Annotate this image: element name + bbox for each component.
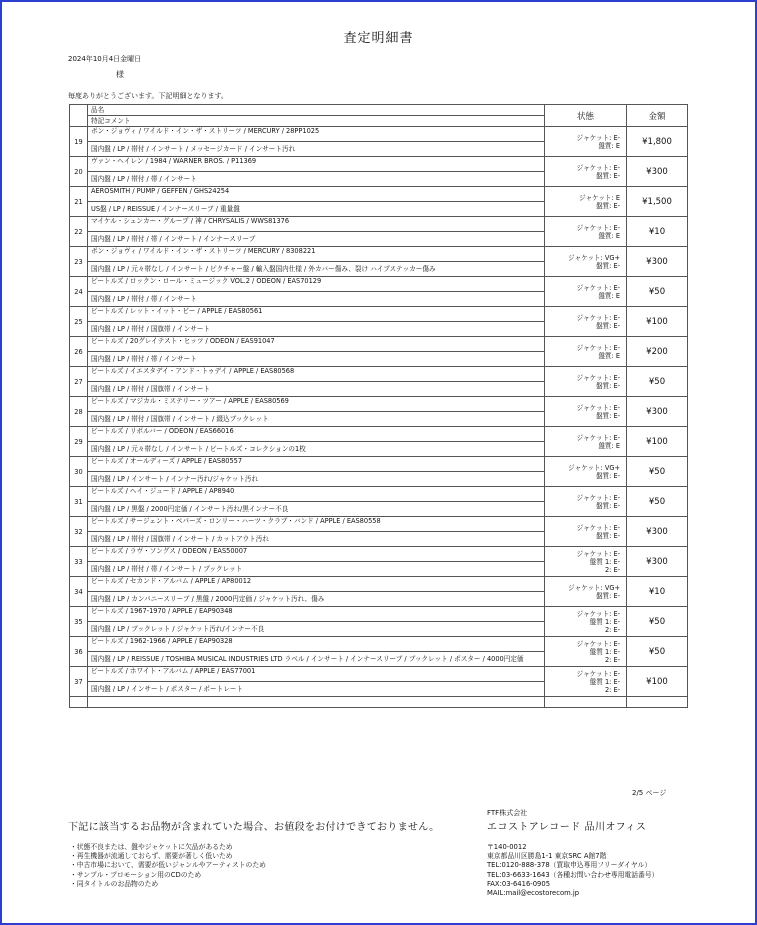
item-comment: 国内盤 / LP / 黒盤 / 2000円定価 / インサート汚れ/黒インナー不良 bbox=[88, 502, 545, 517]
item-price: ¥200 bbox=[627, 337, 688, 367]
row-number: 20 bbox=[70, 157, 88, 187]
item-comment: US盤 / LP / REISSUE / インナースリーブ / 重量盤 bbox=[88, 202, 545, 217]
email-address: MAIL:mail@ecostorecom.jp bbox=[487, 889, 580, 898]
item-name: ビートルズ / サージェント・ペパーズ・ロンリー・ハーツ・クラブ・バンド / APPLE / EAS80558 bbox=[88, 517, 545, 532]
item-price: ¥300 bbox=[627, 157, 688, 187]
item-condition: ジャケット: E- 盤質: E- bbox=[545, 487, 627, 517]
document-date: 2024年10月4日金曜日 bbox=[68, 55, 142, 63]
header-comment: 特記コメント bbox=[88, 116, 545, 127]
table-row bbox=[70, 337, 688, 352]
header-condition: 状態 bbox=[545, 105, 627, 127]
item-comment: 国内盤 / LP / カンパニースリーブ / 黒盤 / 2000円定価 / ジャケット汚れ、傷み bbox=[88, 592, 545, 607]
row-number: 37 bbox=[70, 667, 88, 697]
row-number: 24 bbox=[70, 277, 88, 307]
table-row bbox=[70, 517, 688, 532]
item-comment: 国内盤 / LP / 帯付 / 国旗帯 / インサート / カットアウト汚れ bbox=[88, 532, 545, 547]
page-indicator: 2/5 ページ bbox=[632, 789, 667, 797]
table-row bbox=[70, 187, 688, 202]
office-name: エコストアレコード 品川オフィス bbox=[487, 822, 647, 833]
reasons-list bbox=[70, 843, 266, 889]
item-price: ¥100 bbox=[627, 427, 688, 457]
company-address bbox=[487, 843, 658, 898]
row-number: 36 bbox=[70, 637, 88, 667]
item-name: ビートルズ / イエスタデイ・アンド・トゥデイ / APPLE / EAS80568 bbox=[88, 367, 545, 382]
fax-number: FAX:03-6416-0905 bbox=[487, 879, 551, 888]
item-condition: ジャケット: E- 盤質: E bbox=[545, 217, 627, 247]
item-condition: ジャケット: E- 盤質: E- bbox=[545, 307, 627, 337]
document-title: 査定明細書 bbox=[343, 31, 414, 46]
item-name: マイケル・シェンカー・グループ / 神 / CHRYSALIS / WWS81376 bbox=[88, 217, 545, 232]
item-condition: ジャケット: E- 盤質 1: E- 2: E- bbox=[545, 667, 627, 697]
empty-row bbox=[70, 697, 688, 708]
item-price: ¥50 bbox=[627, 457, 688, 487]
item-name: ビートルズ / ロックン・ロール・ミュージック VOL.2 / ODEON / EAS70129 bbox=[88, 277, 545, 292]
customer-honorific: 様 bbox=[116, 70, 124, 79]
item-price: ¥50 bbox=[627, 637, 688, 667]
street-address: 東京都品川区勝島1-1 東京SRC A館7階 bbox=[487, 852, 607, 861]
item-condition: ジャケット: E- 盤質: E bbox=[545, 427, 627, 457]
item-name: ビートルズ / セカンド・アルバム / APPLE / AP80012 bbox=[88, 577, 545, 592]
item-comment: 国内盤 / LP / 元々帯なし / インサート / ピクチャー盤 / 輸入盤国内仕様 / 外カバー傷み、裂け ハイプステッカー傷み bbox=[88, 262, 545, 277]
postal-code: 〒140-0012 bbox=[487, 843, 527, 851]
item-name: ボン・ジョヴィ / ワイルド・イン・ザ・ストリーツ / MERCURY / 8308221 bbox=[88, 247, 545, 262]
table-row bbox=[70, 547, 688, 562]
item-price: ¥300 bbox=[627, 517, 688, 547]
table-row bbox=[70, 487, 688, 502]
item-comment: 国内盤 / LP / 帯付 / 国旗帯 / インサート / 綴込ブックレット bbox=[88, 412, 545, 427]
table-row bbox=[70, 667, 688, 682]
item-price: ¥1,500 bbox=[627, 187, 688, 217]
row-number: 27 bbox=[70, 367, 88, 397]
item-comment: 国内盤 / LP / インサート / ポスター / ポートレート bbox=[88, 682, 545, 697]
item-comment: 国内盤 / LP / インサート / インナー汚れ/ジャケット汚れ bbox=[88, 472, 545, 487]
table-row bbox=[70, 607, 688, 622]
item-condition: ジャケット: E- 盤質: E- bbox=[545, 397, 627, 427]
item-condition: ジャケット: E- 盤質: E bbox=[545, 127, 627, 157]
reason-item: ・同タイトルのお品物のため bbox=[70, 879, 159, 888]
reason-item: ・状態不良または、盤やジャケットに欠品があるため bbox=[70, 843, 233, 851]
notice-text: 下記に該当するお品物が含まれていた場合、お値段をお付けできておりません。 bbox=[68, 822, 440, 833]
item-condition: ジャケット: E- 盤質 1: E- 2: E- bbox=[545, 637, 627, 667]
table-body bbox=[70, 127, 688, 697]
row-number: 29 bbox=[70, 427, 88, 457]
item-condition: ジャケット: VG+ 盤質: E- bbox=[545, 577, 627, 607]
item-condition: ジャケット: E- 盤質: E- bbox=[545, 367, 627, 397]
item-price: ¥300 bbox=[627, 547, 688, 577]
item-name: ボン・ジョヴィ / ワイルド・イン・ザ・ストリーツ / MERCURY / 28PP1025 bbox=[88, 127, 545, 142]
item-name: ビートルズ / オールディーズ / APPLE / EAS80557 bbox=[88, 457, 545, 472]
item-price: ¥300 bbox=[627, 397, 688, 427]
item-name: ビートルズ / マジカル・ミステリー・ツアー / APPLE / EAS80569 bbox=[88, 397, 545, 412]
table-row bbox=[70, 397, 688, 412]
row-number: 28 bbox=[70, 397, 88, 427]
item-price: ¥100 bbox=[627, 307, 688, 337]
item-name: ビートルズ / ヘイ・ジュード / APPLE / AP8940 bbox=[88, 487, 545, 502]
table-header-row bbox=[70, 105, 688, 116]
item-name: ビートルズ / ラヴ・ソングス / ODEON / EAS50007 bbox=[88, 547, 545, 562]
row-number: 26 bbox=[70, 337, 88, 367]
item-comment: 国内盤 / LP / 帯付 / 国旗帯 / インサート bbox=[88, 322, 545, 337]
row-number: 35 bbox=[70, 607, 88, 637]
item-name: ビートルズ / 20グレイテスト・ヒッツ / ODEON / EAS91047 bbox=[88, 337, 545, 352]
item-comment: 国内盤 / LP / 元々帯なし / インサート / ビートルズ・コレクションの1枚 bbox=[88, 442, 545, 457]
item-name: ビートルズ / レット・イット・ビー / APPLE / EAS80561 bbox=[88, 307, 545, 322]
table-row bbox=[70, 457, 688, 472]
row-number: 32 bbox=[70, 517, 88, 547]
row-number: 22 bbox=[70, 217, 88, 247]
company-name: FTF株式会社 bbox=[487, 809, 528, 817]
item-condition: ジャケット: E- 盤質 1: E- 2: E- bbox=[545, 607, 627, 637]
item-condition: ジャケット: VG+ 盤質: E- bbox=[545, 457, 627, 487]
item-price: ¥50 bbox=[627, 367, 688, 397]
item-price: ¥1,800 bbox=[627, 127, 688, 157]
item-price: ¥10 bbox=[627, 217, 688, 247]
item-comment: 国内盤 / LP / 帯付 / 帯 / インサート bbox=[88, 352, 545, 367]
item-name: ビートルズ / 1962-1966 / APPLE / EAP90328 bbox=[88, 637, 545, 652]
item-comment: 国内盤 / LP / 帯付 / 帯 / インサート / インナースリーブ bbox=[88, 232, 545, 247]
item-comment: 国内盤 / LP / 帯付 / インサート / メッセージカード / インサート汚れ bbox=[88, 142, 545, 157]
reason-item: ・サンプル・プロモーション用のCDのため bbox=[70, 870, 202, 879]
item-price: ¥10 bbox=[627, 577, 688, 607]
table-row bbox=[70, 277, 688, 292]
item-condition: ジャケット: E- 盤質 1: E- 2: E- bbox=[545, 547, 627, 577]
item-condition: ジャケット: VG+ 盤質: E- bbox=[545, 247, 627, 277]
greeting-text: 毎度ありがとうございます。下記明細となります。 bbox=[68, 92, 228, 100]
row-number: 25 bbox=[70, 307, 88, 337]
table-row bbox=[70, 217, 688, 232]
phone-freedial: TEL:0120-888-378（買取申込専用フリーダイヤル） bbox=[487, 861, 652, 870]
table-row bbox=[70, 127, 688, 142]
phone-inquiry: TEL:03-6633-1643（各種お問い合わせ専用電話番号） bbox=[487, 870, 659, 879]
item-condition: ジャケット: E- 盤質: E- bbox=[545, 157, 627, 187]
row-number: 34 bbox=[70, 577, 88, 607]
item-comment: 国内盤 / LP / 帯付 / 帯 / インサート bbox=[88, 292, 545, 307]
item-name: ビートルズ / 1967-1970 / APPLE / EAP90348 bbox=[88, 607, 545, 622]
table-row bbox=[70, 157, 688, 172]
table-row bbox=[70, 427, 688, 442]
item-comment: 国内盤 / LP / 帯付 / 帯 / インサート bbox=[88, 172, 545, 187]
item-condition: ジャケット: E- 盤質: E bbox=[545, 337, 627, 367]
row-number: 31 bbox=[70, 487, 88, 517]
header-name: 品名 bbox=[88, 105, 545, 116]
table-row bbox=[70, 367, 688, 382]
reason-item: ・再生機器が流通しておらず、需要が著しく低いため bbox=[70, 852, 233, 861]
header-number bbox=[70, 105, 88, 127]
item-comment: 国内盤 / LP / 帯付 / 帯 / インサート / ブックレット bbox=[88, 562, 545, 577]
item-condition: ジャケット: E 盤質: E- bbox=[545, 187, 627, 217]
item-price: ¥100 bbox=[627, 667, 688, 697]
row-number: 33 bbox=[70, 547, 88, 577]
header-price: 金額 bbox=[627, 105, 688, 127]
row-number: 21 bbox=[70, 187, 88, 217]
item-comment: 国内盤 / LP / 帯付 / 国旗帯 / インサート bbox=[88, 382, 545, 397]
table-row bbox=[70, 637, 688, 652]
row-number: 23 bbox=[70, 247, 88, 277]
item-name: ビートルズ / リボルバー / ODEON / EAS66016 bbox=[88, 427, 545, 442]
item-price: ¥50 bbox=[627, 487, 688, 517]
item-comment: 国内盤 / LP / REISSUE / TOSHIBA MUSICAL INDUSTRIES LTD ラベル / インサート / インナースリーブ / ブックレット / ポスター / 4000円定価 bbox=[88, 652, 545, 667]
table-row bbox=[70, 577, 688, 592]
reason-item: ・中古市場において、需要が低いジャンルやアーティストのため bbox=[70, 861, 266, 870]
row-number: 30 bbox=[70, 457, 88, 487]
item-comment: 国内盤 / LP / ブックレット / ジャケット汚れ/インナー不良 bbox=[88, 622, 545, 637]
item-condition: ジャケット: E- 盤質: E bbox=[545, 277, 627, 307]
row-number: 19 bbox=[70, 127, 88, 157]
item-price: ¥300 bbox=[627, 247, 688, 277]
item-price: ¥50 bbox=[627, 607, 688, 637]
item-name: ビートルズ / ホワイト・アルバム / APPLE / EAS77001 bbox=[88, 667, 545, 682]
item-name: ヴァン・ヘイレン / 1984 / WARNER BROS. / P11369 bbox=[88, 157, 545, 172]
table-row bbox=[70, 307, 688, 322]
item-name: AEROSMITH / PUMP / GEFFEN / GHS24254 bbox=[88, 187, 545, 202]
table-row bbox=[70, 247, 688, 262]
item-price: ¥50 bbox=[627, 277, 688, 307]
item-condition: ジャケット: E- 盤質: E- bbox=[545, 517, 627, 547]
appraisal-table bbox=[69, 104, 688, 708]
